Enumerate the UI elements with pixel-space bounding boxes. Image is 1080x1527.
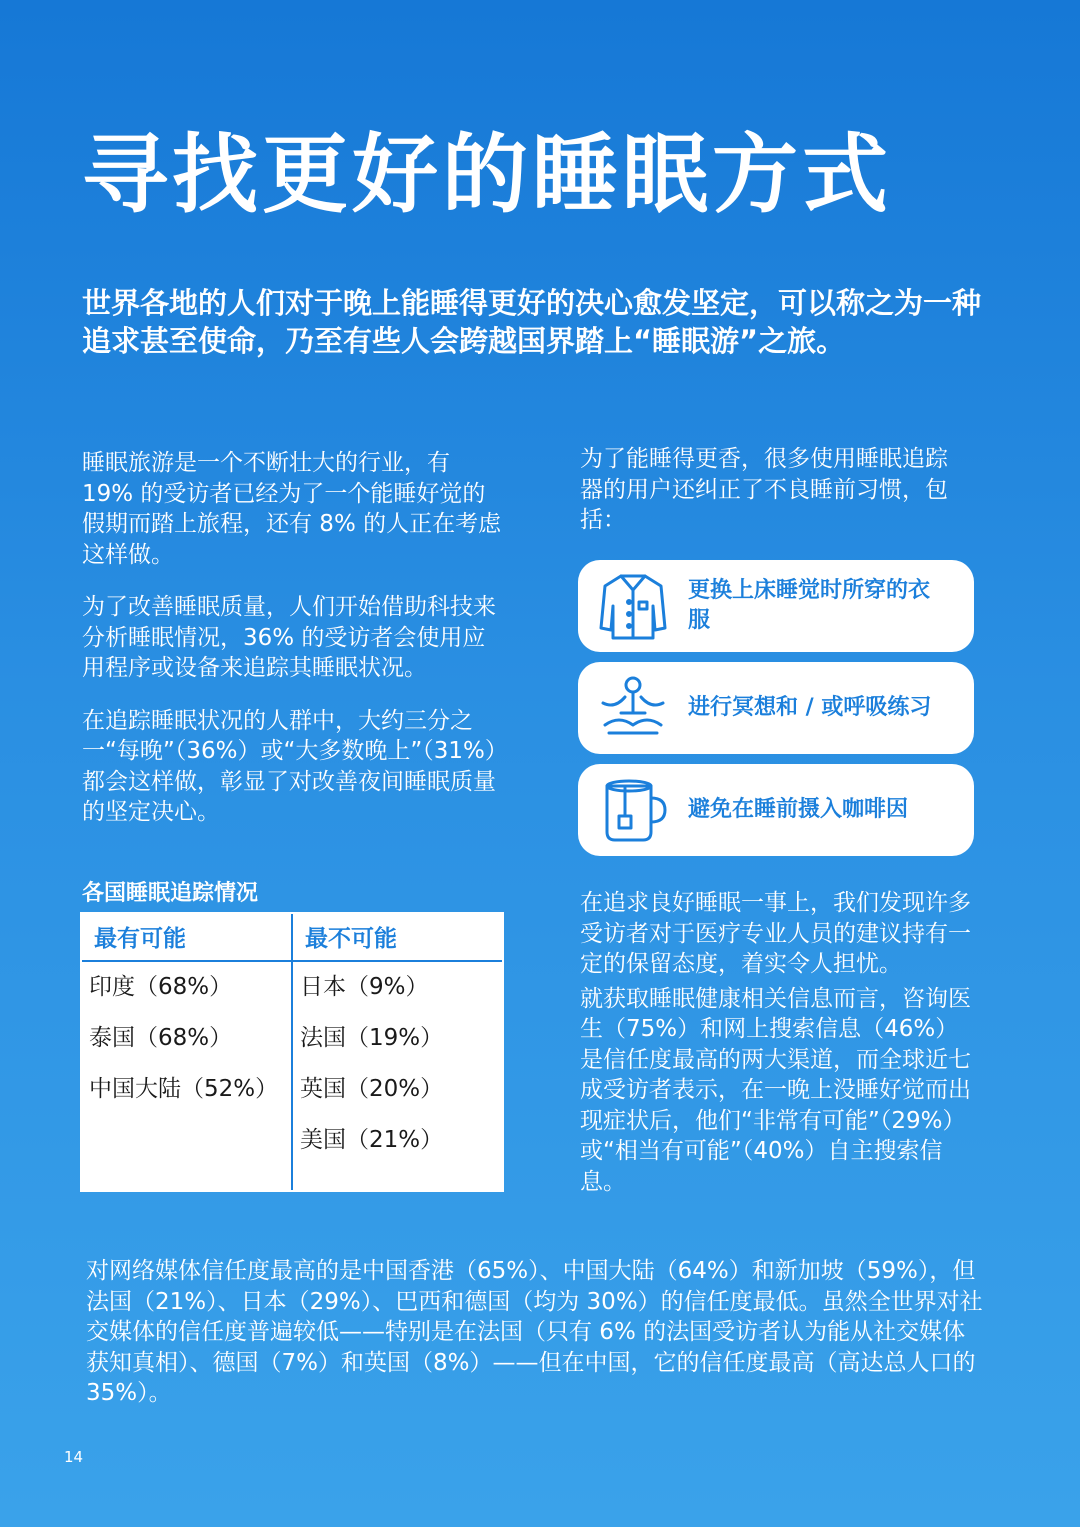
table-cell: 泰国（68%） [89,1025,233,1051]
table-caption: 各国睡眠追踪情况 [82,881,259,906]
table-cell: 印度（68%） [89,974,233,1000]
most-likely-header: 最有可能 [82,914,291,962]
left-paragraph-3: 在追踪睡眠状况的人群中，大约三分之一“每晚”（36%）或“大多数晚上”（31%）都会这样做，彰显了对改善夜间睡眠质量的坚定决心。 [82,707,497,825]
least-likely-column [291,914,502,1190]
lead-paragraph: 世界各地的人们对于晚上能睡得更好的决心愈发坚定，可以称之为一种追求甚至使命，乃至有些人会跨越国界踏上“睡眠游”之旅。 [82,286,982,358]
tea-mug-icon [578,764,688,856]
habit-card-clothing [578,560,974,652]
left-column [82,448,502,828]
page-title: 寻找更好的睡眠方式 [82,125,892,225]
table-cell: 美国（21%） [300,1127,444,1153]
habit-label: 进行冥想和 / 或呼吸练习 [688,695,932,720]
right-paragraph-2: 就获取睡眠健康相关信息而言，咨询医生（75%）和网上搜索信息（46%）是信任度最高的两大渠道，而全球近七成受访者表示，在一晚上没睡好觉而出现症状后，他们“非常有可能”（29%）或“相当有可能”（40%）自主搜索信息。 [580,985,971,1195]
right-column-text [580,888,980,1197]
pajama-icon [578,560,688,652]
right-intro: 为了能睡得更香，很多使用睡眠追踪器的用户还纠正了不良睡前习惯，包括： [580,446,948,533]
table-cell: 法国（19%） [300,1025,444,1051]
left-paragraph-1: 睡眠旅游是一个不断壮大的行业，有 19% 的受访者已经为了一个能睡好觉的假期而踏上旅程，还有 8% 的人正在考虑这样做。 [82,450,502,568]
right-paragraph-1: 在追求良好睡眠一事上，我们发现许多受访者对于医疗专业人员的建议持有一定的保留态度，着实令人担忧。 [580,890,971,977]
table-cell: 日本（9%） [300,974,429,1000]
sleep-tracking-table [80,912,504,1192]
habit-label: 更换上床睡觉时所穿的衣服 [688,578,931,633]
table-cell: 中国大陆（52%） [89,1076,279,1102]
habit-card-meditation [578,662,974,754]
habit-label: 避免在睡前摄入咖啡因 [688,797,909,822]
bottom-paragraph: 对网络媒体信任度最高的是中国香港（65%）、中国大陆（64%）和新加坡（59%），但法国（21%）、日本（29%）、巴西和德国（均为 30%）的信任度最低。虽然全世界对社交媒体的信任度普遍较低——特别是在法国（只有 6% 的法国受访者认为能从社交媒体获知真相）、德国（7%）和英国（8%）——但在中国，它的信任度最高（高达总人口的 35%）。 [86,1258,983,1406]
most-likely-column [82,914,291,1190]
page-number: 14 [64,1448,84,1466]
least-likely-header: 最不可能 [293,914,502,962]
meditation-icon [578,662,688,754]
left-paragraph-2: 为了改善睡眠质量，人们开始借助科技来分析睡眠情况，36% 的受访者会使用应用程序或设备来追踪其睡眠状况。 [82,594,496,681]
table-cell: 英国（20%） [300,1076,444,1102]
habit-card-caffeine [578,764,974,856]
